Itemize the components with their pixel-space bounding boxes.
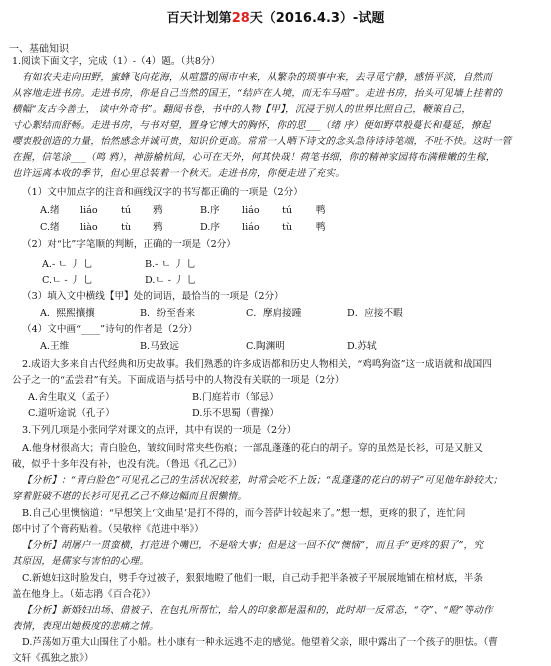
option-a: A.舍生取义（孟子） (28, 392, 115, 403)
option-pinyin: liáo (242, 222, 260, 233)
q3-analysis-line: 表情，表现出她极度的悲痛之情。 (12, 621, 159, 632)
option-char: 鸭 (316, 205, 326, 216)
option-d: D.乐不思蜀（曹操） (192, 408, 280, 419)
option-pinyin: tù (282, 222, 293, 233)
question-2-cont: 公子之一的“孟尝君”有关。下面成语与括号中的人物没有关联的一项是（2分） (12, 375, 345, 386)
option-char: C.绪 (40, 222, 60, 233)
passage-line: 嘤衷般创造的力量，怡然感念并诚可贵，知识价更高。常常一人晒下诗文的念头急待诗诗笔端，不吐不快。这时一管 (12, 136, 512, 147)
q3-option-line: D.芦荡如万重大山围住了小船。杜小康有一种永远逃不走的感觉。他望着父亲，眼中露出了一个孩子的胆怯。（曹 (22, 637, 498, 648)
option-d: D．应接不暇 (347, 308, 403, 319)
option-pinyin: tú (282, 205, 293, 216)
option-char: 鸭 (316, 222, 326, 233)
option-a: A.- ㄴ 丿 乚 (42, 259, 93, 270)
option-char: A.绪 (40, 205, 60, 216)
option-char: 鸦 (153, 205, 163, 216)
option-pinyin: tú (121, 205, 132, 216)
passage-line: 横幅“友古今善士， 读中外奇书”。翻阅书卷，书中的人物【甲】，沉浸于别人的世界比照自己，鞭策自己， (12, 104, 472, 115)
question-3: 3.下列几项是小张同学对课文的点评，其中有误的一项是（2分） (22, 425, 297, 436)
question-1: 1.阅读下面文字，完成（1）-（4）题。（共8分） (12, 56, 221, 67)
passage-line: 寸心絮结而舒畅。走进书房，与书对望，置身它博大的胸怀，你的思___（绪 序）便如野草般蔓长和蔓延，撩起 (12, 120, 491, 131)
title-prefix: 百天计划第 (166, 11, 232, 26)
option-a (40, 204, 163, 218)
option-char: 鸦 (153, 222, 163, 233)
section-heading: 一、基础知识 (9, 44, 69, 55)
option-c: C.道听途说（孔子） (28, 408, 115, 419)
sub-question-2: （2）对“比”字笔顺的判断，正确的一项是（2分） (22, 239, 236, 250)
option-pinyin: liáo (80, 205, 98, 216)
option-d: D.ㄴ - 丿 乚 (145, 275, 197, 286)
q3-option-line: C.新媳妇这时脸发白，劈手夺过被子，狠狠地瞪了他们一眼，自己动手把半条被子平展展地铺在棺材底，半条 (22, 573, 483, 584)
q3-option-line: 文轩《孤独之旅》） (12, 653, 94, 664)
q3-analysis-line: 其原因，是儒家与害怕的心理。 (12, 556, 150, 567)
q3-option-line: 盖在他身上。（茹志鹃《百合花》） (12, 589, 156, 600)
sub-question-3: （3）填入文中横线【甲】处的词语，最恰当的一项是（2分） (22, 291, 284, 302)
option-b (200, 204, 326, 218)
q3-option-line: A.他身材很高大；青白脸色，皱纹间时常夹些伤痕；一部乱蓬蓬的花白的胡子。穿的虽然是长衫，可是又脏又 (22, 443, 483, 454)
option-b: B.- ㄴ 丿 乚 (145, 259, 196, 270)
title-day-number: 28 (231, 11, 250, 26)
q3-analysis-line: 【分析】：“青白脸色”可见孔乙己的生活状况较差，时常会吃不上饭；“乱蓬蓬的花白的胡子”可见他年龄较大； (22, 475, 503, 486)
q3-analysis-line: 【分析】胡屠户一贯蛮横，打范进个嘴巴，不是啥大事；但是这一回不仅“懊恼”，而且手“更疼的狠了”，究 (22, 540, 484, 551)
option-d (200, 221, 326, 235)
option-pinyin: liào (80, 222, 98, 233)
q3-option-line: B.自己心里懊恼道：“早想笑上‘文曲星’是打不得的，而今菩萨计较起来了。”想一想，更疼的狠了，连忙问 (22, 508, 466, 519)
passage-line: 在握，信笔涂___（鸣 鸦），神游榆杭间，心可在天外，何其快哉！荷笔书细，你的精神家园将布满稚嫩的生稼， (12, 152, 496, 163)
option-c (40, 221, 163, 235)
option-c: C.陶渊明 (246, 341, 285, 352)
option-b: B.马致远 (140, 341, 179, 352)
option-c: C.ㄴ - 丿 乚 (42, 275, 93, 286)
q3-analysis-line: 【分析】新婚妇出场、借被子、在包扎所帮忙，给人的印象都是温和的，此时却一反常态，“夺”、“瞪”等动作 (22, 605, 493, 616)
option-pinyin: tù (121, 222, 132, 233)
sub-question-4: （4）文中画“____”诗句的作者是（2分） (22, 324, 198, 335)
option-b: B．纷至沓来 (140, 308, 196, 319)
option-a: A．熙熙攘攘 (40, 308, 95, 319)
sub-question-1: （1）文中加点字的注音和画线汉字的书写都正确的一项是（2分） (22, 187, 303, 198)
option-b: B.门庭若市（邹忌） (192, 392, 279, 403)
passage-line: 也许远离本收的季节，但心里总装着一个秋天。走进书房，你便走进了充实。 (12, 168, 345, 179)
q3-option-line: 郎中讨了个膏药贴着。（吴敬梓《范进中举》） (12, 524, 204, 535)
option-a: A.王维 (40, 341, 70, 352)
passage-line: 从容地走进书房。走进书房，你是自己当然的国王，“结庐在人境，而无车马喧”。走进书房，抬头可见墙上挂着的 (12, 88, 503, 99)
option-d: D.苏轼 (347, 341, 377, 352)
passage-line: 有如农夫走向田野，蜜蜂飞向花海，从喧嚣的闹市中来，从繁杂的琐事中来，去寻觅宁静，感悟平淡，自然而 (22, 72, 493, 83)
option-pinyin: liáo (242, 205, 260, 216)
option-char: D.序 (200, 222, 220, 233)
q3-option-line: 破，似乎十多年没有补，也没有洗。（鲁迅《孔乙己》） (12, 459, 243, 470)
q3-analysis-line: 穿着脏破不堪的长衫可见孔乙己不修边幅而且很懒惰。 (12, 491, 248, 502)
question-2: 2.成语大多来自古代经典和历史故事。我们熟悉的许多成语都和历史人物相关，“鸡鸣狗盗”这一成语就和战国四 (22, 359, 492, 370)
title-suffix: 天（2016.4.3）-试题 (249, 11, 385, 26)
page-title (0, 7, 551, 26)
option-c: C．摩肩接踵 (246, 308, 302, 319)
option-char: B.序 (200, 205, 220, 216)
